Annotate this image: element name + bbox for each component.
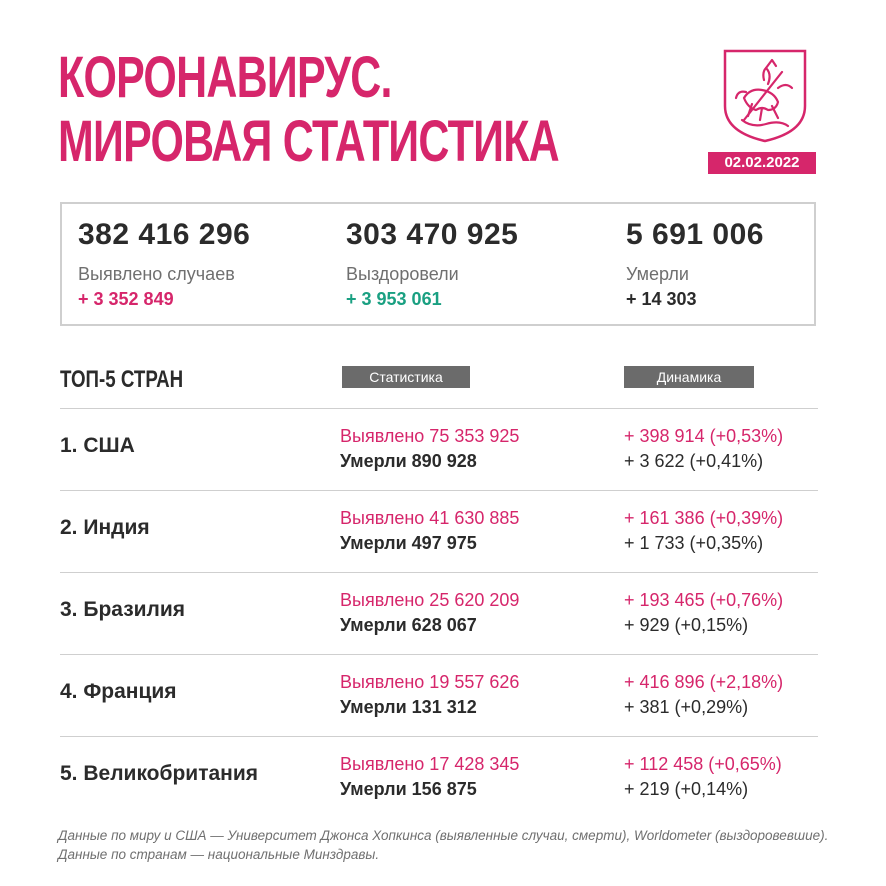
world-summary-box [60,202,816,326]
summary-cases [78,218,250,310]
summary-value: 5 691 006 [626,218,764,251]
table-row [60,408,818,490]
cases-change: + 112 458 (+0,65%) [624,754,782,774]
table-row [60,654,818,736]
country-statistics [340,426,519,472]
page-title [58,46,559,174]
country-dynamics [624,508,783,554]
cases-total: Выявлено 19 557 626 [340,672,520,692]
country-statistics [340,754,519,800]
country-name: 4. Франция [60,680,177,703]
summary-label: Выздоровели [346,264,459,284]
summary-delta: + 3 352 849 [78,289,174,309]
country-dynamics [624,590,783,636]
country-name: 3. Бразилия [60,598,186,621]
deaths-total: Умерли 497 975 [340,533,477,553]
title-line-2: МИРОВАЯ СТАТИСТИКА [58,109,559,174]
deaths-change: + 929 (+0,15%) [624,615,749,635]
cases-total: Выявлено 17 428 345 [340,754,520,774]
deaths-change: + 1 733 (+0,35%) [624,533,764,553]
date-badge: 02.02.2022 [708,152,816,174]
deaths-change: + 219 (+0,14%) [624,779,749,799]
cases-total: Выявлено 25 620 209 [340,590,520,610]
deaths-total: Умерли 131 312 [340,697,477,717]
moscow-coat-of-arms-icon [722,48,808,144]
country-name: 1. США [60,434,135,457]
country-statistics [340,590,519,636]
summary-value: 303 470 925 [346,218,519,251]
summary-recovered [346,218,518,310]
summary-delta: + 3 953 061 [346,289,442,309]
summary-label: Умерли [626,264,689,284]
country-name: 2. Индия [60,516,150,539]
cases-total: Выявлено 75 353 925 [340,426,520,446]
table-row [60,490,818,572]
cases-change: + 161 386 (+0,39%) [624,508,784,528]
deaths-change: + 3 622 (+0,41%) [624,451,764,471]
top-countries-heading: ТОП-5 СТРАН [60,366,184,393]
country-statistics [340,672,519,718]
table-row [60,736,818,818]
cases-total: Выявлено 41 630 885 [340,508,520,528]
country-name: 5. Великобритания [60,762,259,785]
top-countries-table [60,408,818,818]
summary-delta: + 14 303 [626,289,697,309]
cases-change: + 398 914 (+0,53%) [624,426,784,446]
country-statistics [340,508,519,554]
summary-value: 382 416 296 [78,218,251,251]
title-line-1: КОРОНАВИРУС. [58,45,392,110]
deaths-total: Умерли 628 067 [340,615,477,635]
column-header-dynamics: Динамика [624,366,754,388]
cases-change: + 416 896 (+2,18%) [624,672,784,692]
country-dynamics [624,426,783,472]
country-dynamics [624,672,783,718]
country-dynamics [624,754,782,800]
deaths-change: + 381 (+0,29%) [624,697,749,717]
table-row [60,572,818,654]
deaths-total: Умерли 890 928 [340,451,477,471]
summary-label: Выявлено случаев [78,264,235,284]
summary-deaths [626,218,764,310]
source-footnote: Данные по миру и США — Университет Джонса Хопкинса (выявленные случаи, смерти), Worldometer (выздоровевшие). Данные по странам — национальные Минздравы. [58,828,829,862]
deaths-total: Умерли 156 875 [340,779,477,799]
column-header-statistics: Статистика [342,366,470,388]
cases-change: + 193 465 (+0,76%) [624,590,784,610]
